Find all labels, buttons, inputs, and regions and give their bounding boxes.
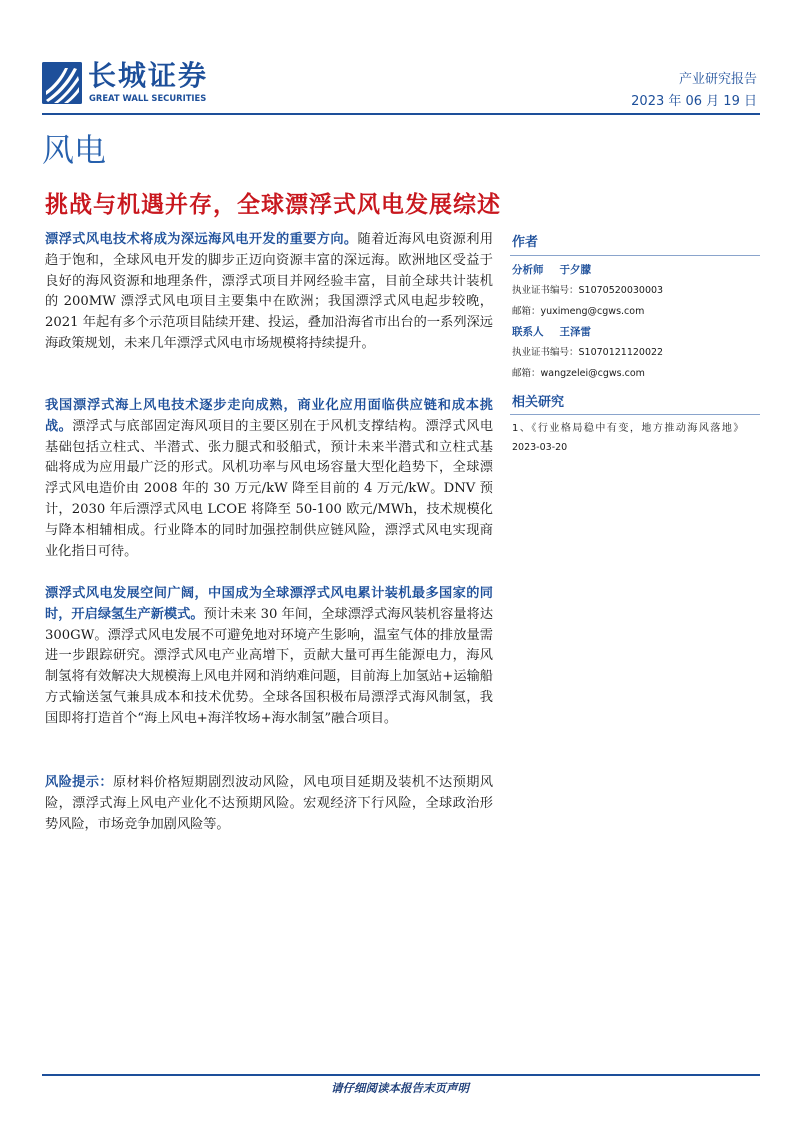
- related-research-item: [512, 420, 758, 458]
- related-research-date: 2023-03-20: [512, 442, 568, 453]
- author-name: 王泽雷: [559, 326, 591, 338]
- author-role-line: [512, 260, 758, 281]
- paragraph-lead: 我国漂浮式海上风电技术逐步走向成熟，商业化应用面临供应链和成本挑战。: [45, 398, 493, 434]
- author-role-line: [512, 322, 758, 343]
- footer-disclaimer: 请仔细阅读本报告末页声明: [331, 1081, 469, 1095]
- paragraph-body: 随着近海风电资源利用趋于饱和，全球风电开发的脚步正迈向资源丰富的深远海。欧洲地区受益于良好的海风资源和地理条件，漂浮式项目并网经验丰富，目前全球共计装机的 200MW 漂浮式风电项目主要集中在欧洲；我国漂浮式风电起步较晚，2021 年起有多个示范项目陆续开建、投运，叠加沿海省市出台的一系列深远海政策规划，未来几年漂浮式风电市场规模将持续提升。: [45, 232, 494, 351]
- author-role: 分析师: [512, 264, 544, 276]
- industry-name: 风电: [42, 131, 107, 169]
- author-role: 联系人: [512, 326, 544, 338]
- author-certificate: 执业证书编号：S1070520030003: [512, 284, 664, 296]
- related-research-divider: [510, 414, 760, 415]
- company-logo-text: 长城证券: [88, 59, 209, 92]
- header-divider: [42, 113, 760, 115]
- report-type: 产业研究报告: [678, 72, 757, 87]
- great-wall-logo-icon: [42, 62, 82, 104]
- report-date: 2023 年 06 月 19 日: [631, 94, 757, 109]
- company-logo-english: GREAT WALL SECURITIES: [89, 93, 207, 103]
- author-name: 于夕朦: [559, 264, 591, 276]
- author-block-contact: [512, 322, 758, 384]
- paragraph-lead: 漂浮式风电发展空间广阔，中国成为全球漂浮式风电累计装机最多国家的同时，开启绿氢生产新模式。: [45, 586, 493, 622]
- summary-paragraph-1: [45, 230, 493, 355]
- author-email: 邮箱：yuximeng@cgws.com: [512, 305, 645, 317]
- authors-divider: [510, 255, 760, 256]
- related-research-title: 1、《行业格局稳中有变，地方推动海风落地》: [512, 423, 745, 434]
- summary-paragraph-2: [45, 396, 493, 562]
- paragraph-lead: 漂浮式风电技术将成为深远海风电开发的重要方向。: [45, 232, 358, 247]
- summary-paragraph-3: [45, 584, 493, 730]
- author-block-analyst: [512, 260, 758, 322]
- footer-divider: [42, 1074, 760, 1076]
- paragraph-body: 原材料价格短期剧烈波动风险，风电项目延期及装机不达预期风险，漂浮式海上风电产业化不达预期风险。宏观经济下行风险，全球政治形势风险，市场竞争加剧风险等。: [45, 775, 494, 832]
- author-certificate: 执业证书编号：S1070121120022: [512, 346, 664, 358]
- authors-heading: 作者: [512, 235, 539, 250]
- author-email: 邮箱：wangzelei@cgws.com: [512, 367, 645, 379]
- report-title: 挑战与机遇并存，全球漂浮式风电发展综述: [45, 192, 501, 218]
- related-research-heading: 相关研究: [512, 395, 565, 410]
- paragraph-body: 漂浮式与底部固定海风项目的主要区别在于风机支撑结构。漂浮式风电基础包括立柱式、半潜式、张力腿式和驳船式，预计未来半潜式和立柱式基础将成为应用最广泛的形式。风机功率与风电场容量大型化趋势下，全球漂浮式风电造价由 2008 年的 30 万元/kW 降至目前的 4 万元/kW。DNV 预计，2030 年后漂浮式风电 LCOE 将降至 50-100 欧元/MWh，技术规模化与降本相辅相成。行业降本的同时加强控制供应链风险，漂浮式风电实现商业化指日可待。: [45, 418, 494, 559]
- paragraph-body: 预计未来 30 年间，全球漂浮式海风装机容量将达 300GW。漂浮式风电发展不可避免地对环境产生影响，温室气体的排放量需进一步跟踪研究。漂浮式风电产业高增下，贡献大量可再生能源电力，海风制氢将有效解决大规模海上风电并网和消纳难问题，目前海上加氢站+运输船方式输送氢气兼具成本和技术优势。全球各国积极布局漂浮式海风制氢，我国即将打造首个“海上风电+海洋牧场+海水制氢”融合项目。: [45, 606, 494, 726]
- risk-warning-paragraph: [45, 773, 493, 835]
- paragraph-lead: 风险提示：: [45, 775, 113, 790]
